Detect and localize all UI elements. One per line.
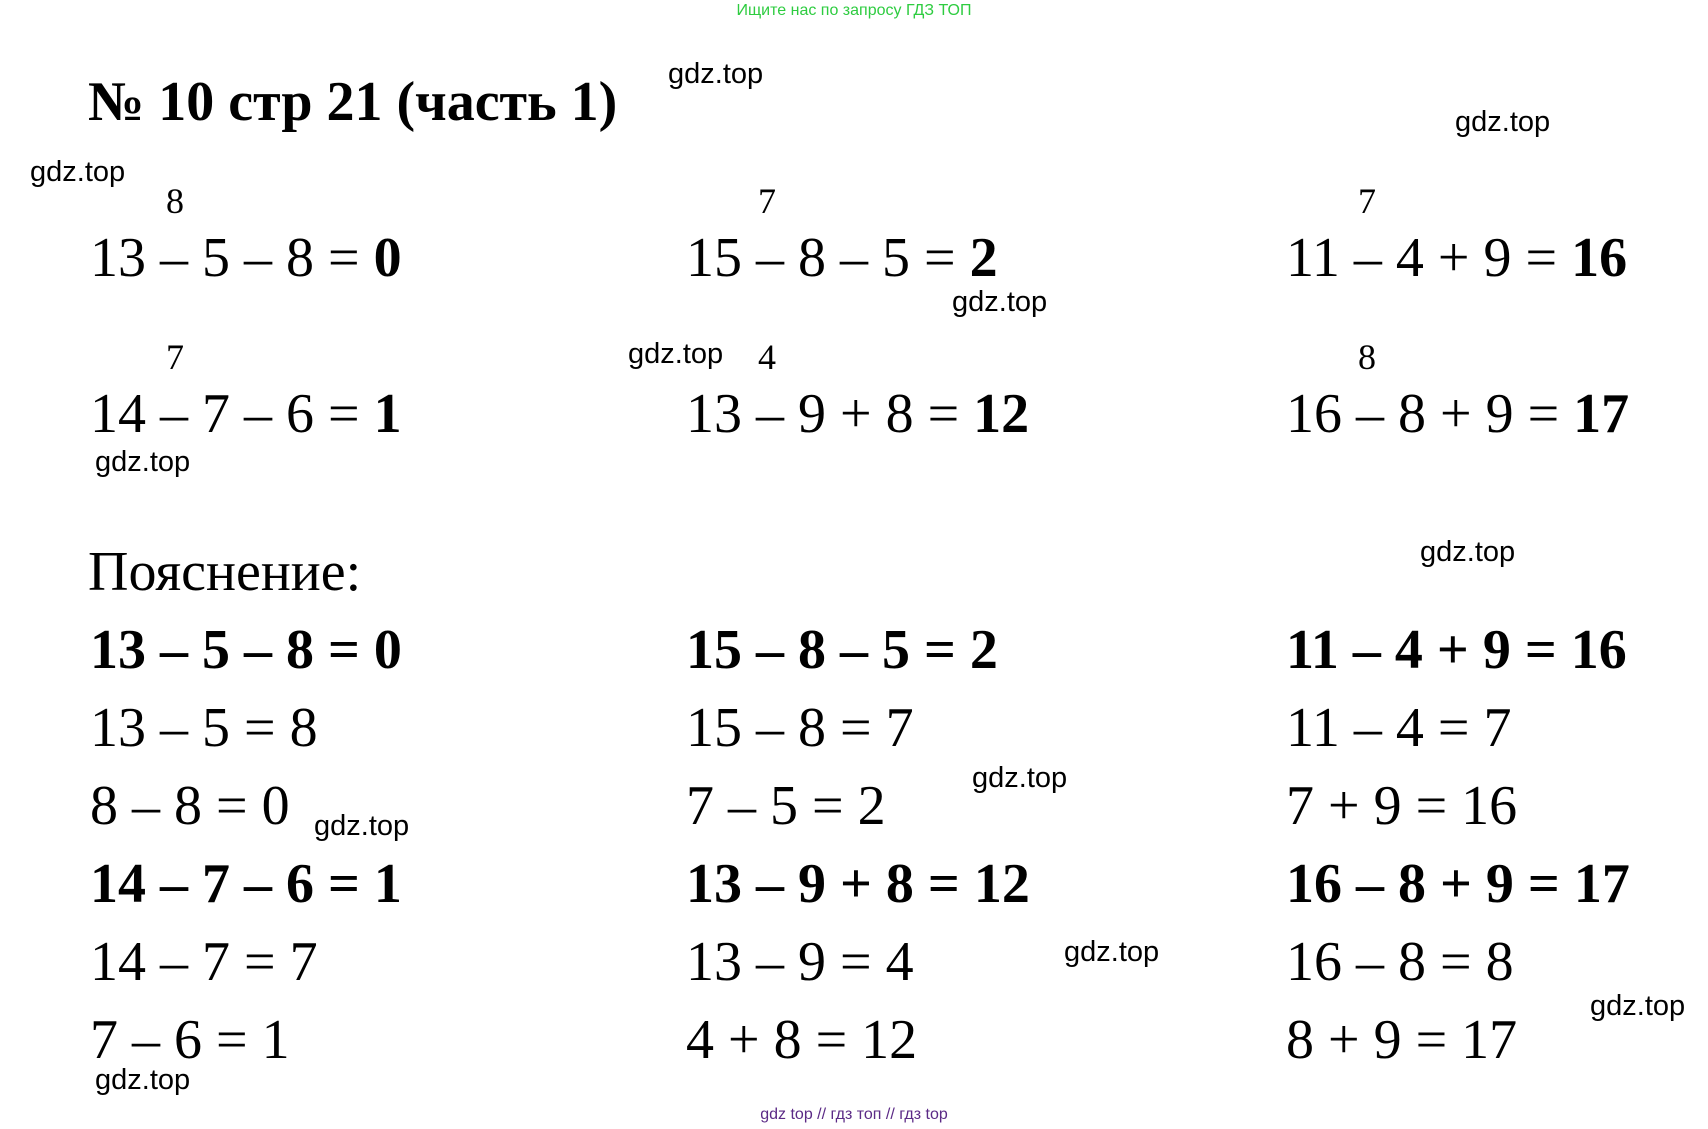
explanation-line: 7 – 5 = 2 bbox=[686, 775, 886, 837]
footer-link[interactable]: гдз топ bbox=[830, 1106, 882, 1123]
intermediate-result: 7 bbox=[1358, 181, 1376, 221]
watermark: gdz.top bbox=[95, 1064, 191, 1096]
task-equation: 11 – 4 + 9 = 16 bbox=[1286, 227, 1628, 289]
intermediate-result: 7 bbox=[166, 337, 184, 377]
task-equation: 14 – 7 – 6 = 1 bbox=[90, 383, 402, 445]
explanation-line: 16 – 8 + 9 = 17 bbox=[1286, 853, 1630, 915]
explanation-line: 11 – 4 = 7 bbox=[1286, 697, 1512, 759]
intermediate-result: 7 bbox=[758, 181, 776, 221]
watermark: gdz.top bbox=[95, 446, 191, 478]
answer: 16 bbox=[1571, 227, 1628, 289]
explanation-line: 11 – 4 + 9 = 16 bbox=[1286, 619, 1627, 681]
explanation-line: 4 + 8 = 12 bbox=[686, 1009, 918, 1071]
task-equation: 13 – 5 – 8 = 0 bbox=[90, 227, 402, 289]
explanation-line: 7 – 6 = 1 bbox=[90, 1009, 290, 1071]
answer: 0 bbox=[373, 227, 402, 289]
answer: 2 bbox=[969, 227, 998, 289]
watermark: gdz.top bbox=[1064, 936, 1160, 968]
watermark: gdz.top bbox=[314, 810, 410, 842]
task-equation: 13 – 9 + 8 = 12 bbox=[686, 383, 1030, 445]
watermark: gdz.top bbox=[1420, 536, 1516, 568]
watermark: gdz.top bbox=[30, 156, 126, 188]
explanation-line: 8 – 8 = 0 bbox=[90, 775, 290, 837]
watermark: gdz.top bbox=[1590, 990, 1686, 1022]
footer-link[interactable]: гдз top bbox=[899, 1106, 948, 1123]
answer: 1 bbox=[373, 383, 402, 445]
explanation-line: 13 – 9 + 8 = 12 bbox=[686, 853, 1030, 915]
explanation-line: 13 – 5 – 8 = 0 bbox=[90, 619, 402, 681]
explanation-line: 14 – 7 = 7 bbox=[90, 931, 318, 993]
intermediate-result: 8 bbox=[1358, 337, 1376, 377]
explanation-line: 14 – 7 – 6 = 1 bbox=[90, 853, 402, 915]
footer-link[interactable]: gdz top bbox=[760, 1106, 813, 1123]
explanation-line: 13 – 5 = 8 bbox=[90, 697, 318, 759]
explanation-line: 15 – 8 = 7 bbox=[686, 697, 914, 759]
intermediate-result: 8 bbox=[166, 181, 184, 221]
footer-separator: // bbox=[885, 1106, 895, 1123]
answer: 12 bbox=[973, 383, 1030, 445]
explanation-line: 13 – 9 = 4 bbox=[686, 931, 914, 993]
page-title: № 10 стр 21 (часть 1) bbox=[88, 71, 618, 133]
intermediate-result: 4 bbox=[758, 337, 776, 377]
explanation-line: 7 + 9 = 16 bbox=[1286, 775, 1518, 837]
explanation-line: 15 – 8 – 5 = 2 bbox=[686, 619, 998, 681]
watermark: gdz.top bbox=[668, 58, 764, 90]
search-banner: Ищите нас по запросу ГДЗ ТОП bbox=[736, 2, 972, 19]
footer-links bbox=[0, 1106, 1708, 1124]
task-equation: 16 – 8 + 9 = 17 bbox=[1286, 383, 1630, 445]
footer-separator: // bbox=[817, 1106, 827, 1123]
explanation-heading: Пояснение: bbox=[88, 541, 362, 603]
watermark: gdz.top bbox=[972, 762, 1068, 794]
explanation-line: 16 – 8 = 8 bbox=[1286, 931, 1514, 993]
watermark: gdz.top bbox=[1455, 106, 1551, 138]
answer: 17 bbox=[1573, 383, 1630, 445]
task-equation: 15 – 8 – 5 = 2 bbox=[686, 227, 998, 289]
watermark: gdz.top bbox=[628, 338, 724, 370]
watermark: gdz.top bbox=[952, 286, 1048, 318]
explanation-line: 8 + 9 = 17 bbox=[1286, 1009, 1518, 1071]
